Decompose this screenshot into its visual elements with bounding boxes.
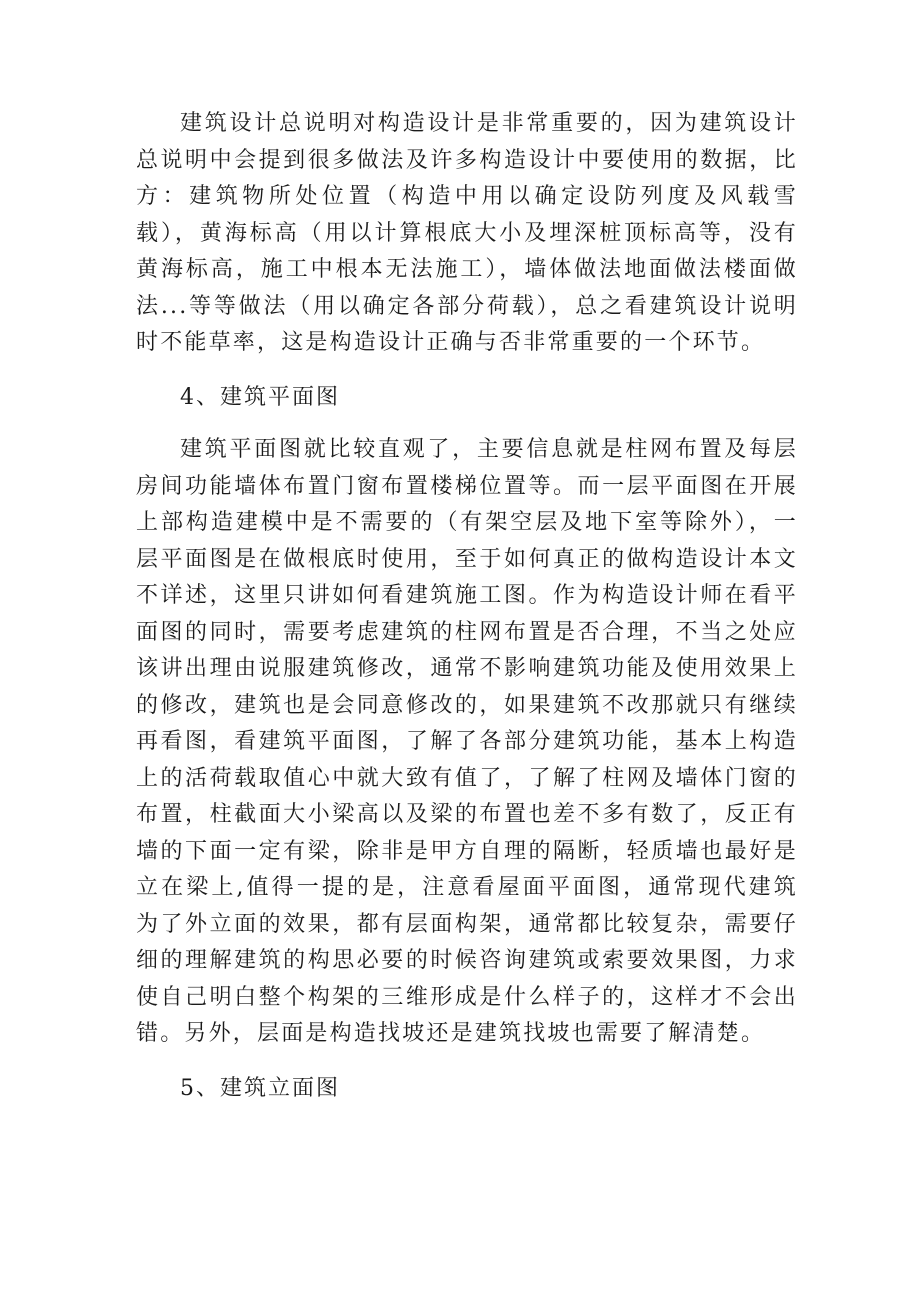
section-heading-floor-plan: 4、建筑平面图 xyxy=(180,384,340,410)
section-heading-elevation: 5、建筑立面图 xyxy=(180,1075,340,1101)
paragraph-floor-plan: 建筑平面图就比较直观了，主要信息就是柱网布置及每层房间功能墙体布置门窗布置楼梯位置等。而一层平面图在开展上部构造建模中是不需要的（有架空层及地下室等除外），一层平面图是在做根底时使用，至于如何真正的做构造设计本文不详述，这里只讲如何看建筑施工图。作为构造设计师在看平面图的同时，需要考虑建筑的柱网布置是否合理，不当之处应该讲出理由说服建筑修改，通常不影响建筑功能及使用效果上的修改，建筑也是会同意修改的，如果建筑不改那就只有继续再看图，看建筑平面图，了解了各部分建筑功能，基本上构造上的活荷载取值心中就大致有值了，了解了柱网及墙体门窗的布置，柱截面大小梁高以及梁的布置也差不多有数了，反正有墙的下面一定有梁，除非是甲方自理的隔断，轻质墙也最好是立在梁上,值得一提的是，注意看屋面平面图，通常现代建筑为了外立面的效果，都有层面构架，通常都比较复杂，需要仔细的理解建筑的构思必要的时候咨询建筑或索要效果图，力求使自己明白整个构架的三维形成是什么样子的，这样才不会出错。另外，层面是构造找坡还是建筑找坡也需要了解清楚。 xyxy=(136,437,798,1046)
paragraph-design-notes: 建筑设计总说明对构造设计是非常重要的，因为建筑设计总说明中会提到很多做法及许多构造设计中要使用的数据，比方：建筑物所处位置（构造中用以确定设防列度及风载雪载），黄海标高（用以计算根底大小及埋深桩顶标高等，没有黄海标高，施工中根本无法施工），墙体做法地面做法楼面做法...等等做法（用以确定各部分荷载），总之看建筑设计说明时不能草率，这是构造设计正确与否非常重要的一个环节。 xyxy=(136,111,798,355)
document-page xyxy=(136,106,798,1107)
